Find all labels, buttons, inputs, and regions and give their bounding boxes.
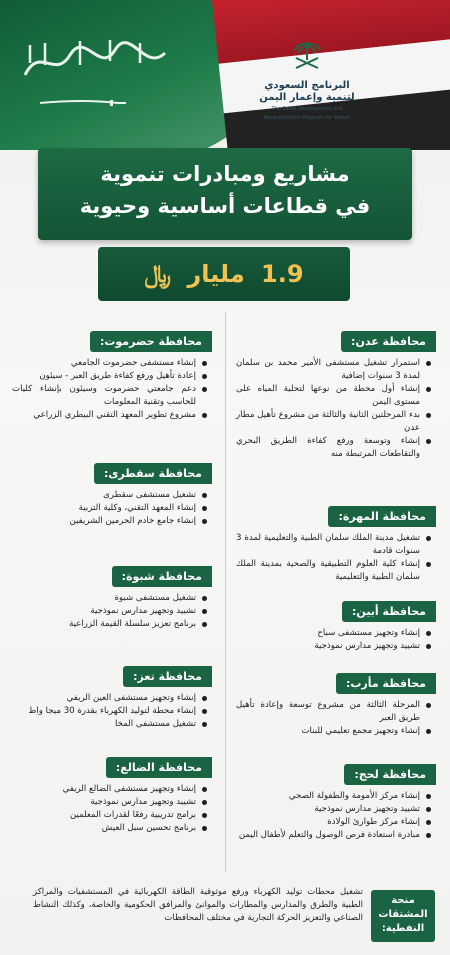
list-item: تشييد وتجهيز مدارس نموذجية [236,803,420,816]
governorate-section [12,756,212,835]
section-title: محافظة مأرب: [336,673,436,694]
section-list [12,592,212,631]
list-item: مشروع تطوير المعهد التقني البيطري الزراعي [12,409,196,422]
list-item: تشغيل مستشفى المخا [12,718,196,731]
section-title: محافظة حضرموت: [90,331,212,352]
list-item: بدء المرحلتين الثانية والثالثة من مشروع تأهيل مطار عدن [236,410,420,433]
governorate-section [12,462,212,528]
section-list [236,790,436,842]
section-list [12,357,212,422]
section-title: محافظة الضالع: [106,757,212,778]
program-logo [232,38,382,121]
list-item: إنشاء أول محطة من نوعها لتحلية المياه على مستوى اليمن [236,384,420,407]
logo-name-ar-2: لتنمية وإعمار اليمن [259,92,355,103]
list-item: برنامج تحسين سبل العيش [12,822,196,835]
section-list [12,489,212,528]
governorate-section [12,665,212,731]
section-title: محافظة سقطرى: [94,463,212,484]
governorate-section [236,600,436,653]
list-item: تشييد وتجهيز مدارس نموذجية [12,796,196,809]
title-line-1: مشاريع ومبادرات تنموية [100,162,350,186]
logo-name-en-1: The Saudi Development and [271,106,343,112]
list-item: إنشاء محطة لتوليد الكهرباء بقدرة 30 ميجا واط [12,705,196,718]
list-item: إنشاء وتجهيز مستشفى العين الريفي [12,692,196,705]
amount-value: 1.9 [261,260,304,288]
logo-name-en-2: Reconstruction Program for Yemen [263,114,351,121]
list-item: تشييد وتجهيز مدارس نموذجية [12,605,196,618]
list-item: تشغيل مدينة الملك سلمان الطبية والتعليمية لمدة 3 سنوات قادمة [236,533,420,556]
list-item: إنشاء كلية العلوم التطبيقية والصحية بمدينة الملك سلمان الطبية والتعليمية [236,559,420,582]
footer-grant [30,880,435,950]
list-item: المرحلة الثالثة من مشروع توسعة وإعادة تأهيل طريق العبر [236,700,420,723]
list-item: إنشاء وتجهيز مجمع تعليمي للبنات [236,725,420,738]
list-item: إنشاء مركز طوارئ الولادة [236,816,420,829]
list-item: إنشاء وتوسعة ورفع كفاءة الطريق البحري والتقاطعات المرتبطة منه [236,436,420,459]
list-item: تشغيل مستشفى شبوة [12,592,196,605]
sword-icon [38,98,128,108]
list-item: إنشاء مركز الأمومة والطفولة الصحي [236,790,420,803]
section-list [236,357,436,461]
amount-word: مليار [187,260,245,288]
governorate-section [236,505,436,584]
section-list [236,627,436,653]
section-list [236,699,436,738]
list-item: إنشاء مستشفى حضرموت الجامعي [12,357,196,370]
section-title: محافظة لحج: [344,764,436,785]
governorate-section [236,330,436,461]
title-line-2: في قطاعات أساسية وحيوية [79,194,371,218]
governorate-section [12,565,212,631]
governorate-section [236,672,436,738]
list-item: إنشاء وتجهيز مستشفى سباح [236,627,420,640]
governorate-section [12,330,212,422]
logo-name-ar-1: البرنامج السعودي [264,80,350,91]
list-item: تشييد وتجهيز مدارس نموذجية [236,640,420,653]
currency-icon: ﷼ [144,260,172,288]
list-item: إنشاء جامع خادم الحرمين الشريفين [12,515,196,528]
list-item: برنامج تعزيز سلسلة القيمة الزراعية [12,618,196,631]
list-item: برامج تدريبية رفعًا لقدرات المعلمين [12,809,196,822]
footer-title-line-1: منحة المشتقات [378,895,428,920]
footer-title [371,890,435,942]
section-title: محافظة شبوة: [112,566,212,587]
section-list [236,532,436,584]
list-item: دعم جامعتي حضرموت وسيئون بإنشاء كليات للحاسب وتقنية المعلومات [12,384,196,407]
amount-banner [98,247,350,301]
title-banner [38,148,412,240]
footer-text: تشغيل محطات توليد الكهرباء ورفع موثوقية الطاقة الكهربائية في المستشفيات والمراكز الطبية والطرق والمدارس والمطارات والموانئ والمرافق الحكومية والخاصة، وكذلك النشاط الصناعي والتعزيز الحركة التجارية في مختلف المحافظات [33,887,363,923]
list-item: مبادرة استعادة فرص الوصول والتعلم لأطفال اليمن [236,829,420,842]
list-item: استمرار تشغيل مستشفى الأمير محمد بن سلمان لمدة 3 سنوات إضافية [236,358,420,381]
list-item: إنشاء المعهد التقني، وكلية التربية [12,502,196,515]
flags-header [0,0,450,150]
section-list [12,783,212,835]
section-title: محافظة المهرة: [328,506,436,527]
list-item: تشغيل مستشفى سقطرى [12,489,196,502]
column-divider [225,312,226,872]
list-item: إعادة تأهيل ورفع كفاءة طريق العبر - سيئون [12,370,196,383]
section-title: محافظة تعز: [123,666,212,687]
shahada-calligraphy-icon [20,35,170,90]
section-title: محافظة أبين: [342,601,436,622]
footer-title-line-2: النفطية: [381,923,425,934]
list-item: إنشاء وتجهيز مستشفى الضالع الريفي [12,783,196,796]
section-list [12,692,212,731]
palm-swords-emblem-icon [290,38,324,72]
governorate-section [236,763,436,842]
section-title: محافظة عدن: [341,331,436,352]
